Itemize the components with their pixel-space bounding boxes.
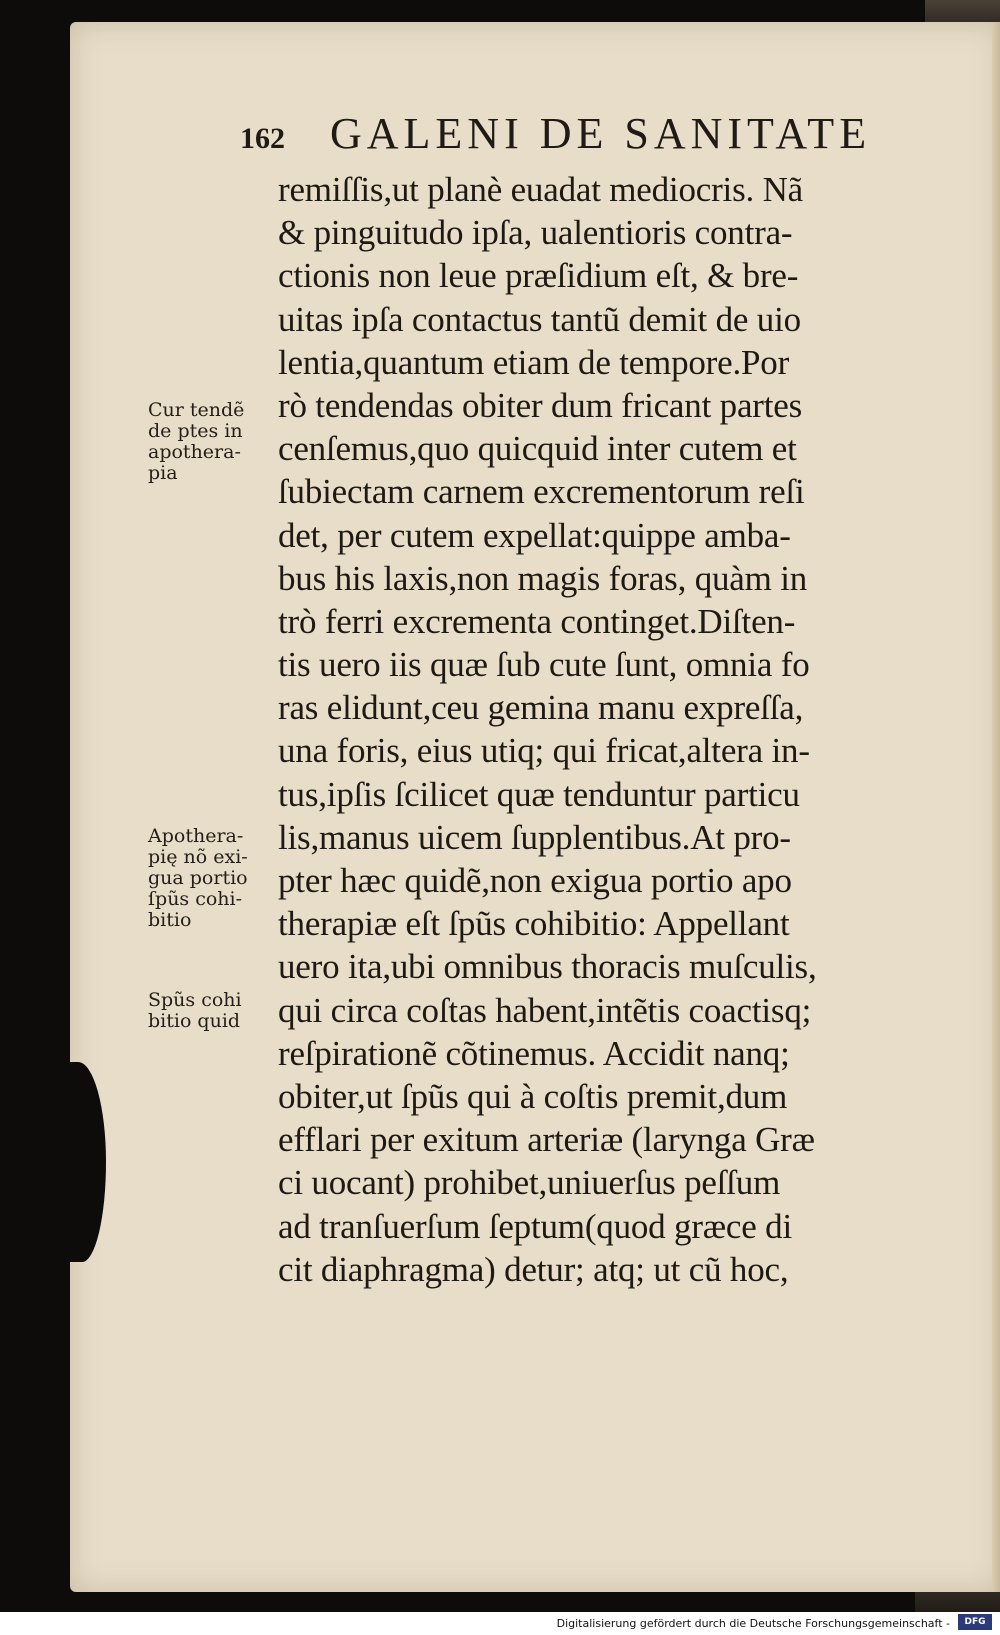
text-line: cenſemus,quo quicquid inter cutem et — [278, 429, 797, 469]
page-edge — [992, 22, 1000, 1592]
text-line: ad tranſuerſum ſeptum(quod græce di — [278, 1206, 792, 1246]
page-number: 162 — [240, 122, 285, 155]
text-line: ctionis non leue præſidium eſt, & bre- — [278, 256, 799, 296]
text-line: trò ferri excrementa continget.Diſten- — [278, 601, 796, 641]
text-line: reſpirationẽ cõtinemus. Accidit nanq; — [278, 1033, 790, 1073]
margin-note-line: bitio — [148, 909, 192, 931]
text-line: ſubiectam carnem excrementorum reſi — [278, 472, 805, 512]
damaged-page-edge — [66, 1062, 106, 1262]
margin-note-line: apothera- — [148, 441, 241, 463]
margin-note-line: Cur tendẽ — [148, 399, 245, 421]
margin-note-line: de ptes in — [148, 420, 243, 442]
text-line: una foris, eius utiq; qui fricat,altera in- — [278, 731, 810, 771]
margin-note-line: bitio quid — [148, 1010, 241, 1032]
text-line: uitas ipſa contactus tantũ demit de uio — [278, 299, 801, 339]
text-line: obiter,ut ſpũs qui à coſtis premit,dum — [278, 1076, 788, 1116]
dfg-logo: DFG — [958, 1614, 992, 1630]
text-line: ras elidunt,ceu gemina manu expreſſa, — [278, 688, 804, 728]
margin-note-apotherapia — [148, 826, 248, 931]
margin-note-line: ſpũs cohi- — [148, 888, 243, 910]
text-line: cit diaphragma) detur; atq; ut cũ hoc, — [278, 1249, 789, 1289]
text-line: pter hæc quidẽ,non exigua portio apo — [278, 861, 792, 900]
text-line: therapiæ eſt ſpũs cohibitio: Appellant — [278, 904, 790, 944]
digitization-credit: Digitalisierung gefördert durch die Deutsche Forschungsgemeinschaft - — [556, 1617, 950, 1630]
margin-note-line: Apothera- — [148, 825, 244, 847]
body-text — [278, 168, 938, 1291]
text-line: lis,manus uicem ſupplentibus.At pro- — [278, 817, 791, 857]
text-line: rò tendendas obiter dum fricant partes — [278, 385, 803, 425]
text-line: tis uero iis quæ ſub cute ſunt, omnia fo — [278, 645, 810, 685]
text-line: ci uocant) prohibet,uniuerſus peſſum — [278, 1163, 781, 1203]
margin-note-line: pia — [148, 462, 178, 484]
margin-note-line: Spũs cohi — [148, 989, 242, 1011]
text-line: det, per cutem expellat:quippe amba- — [278, 515, 791, 555]
margin-note-tendere — [148, 400, 244, 484]
margin-note-line: pię nõ exi- — [148, 846, 248, 868]
text-line: bus his laxis,non magis foras, quàm in — [278, 558, 808, 598]
margin-note-cohibitio — [148, 990, 242, 1032]
text-line: qui circa coſtas habent,intẽtis coactisq; — [278, 990, 812, 1030]
text-line: lentia,quantum etiam de tempore.Por — [278, 342, 790, 382]
text-line: remiſſis,ut planè euadat mediocris. Nã — [278, 170, 804, 209]
text-line: tus,ipſis ſcilicet quæ tenduntur particu — [278, 774, 800, 814]
margin-note-line: gua portio — [148, 867, 248, 889]
text-line: & pinguitudo ipſa, ualentioris contra- — [278, 213, 793, 253]
text-line: uero ita,ubi omnibus thoracis muſculis, — [278, 947, 817, 987]
text-line: efflari per exitum arteriæ (larynga Græ — [278, 1120, 815, 1160]
running-title: GALENI DE SANITATE — [330, 109, 872, 158]
